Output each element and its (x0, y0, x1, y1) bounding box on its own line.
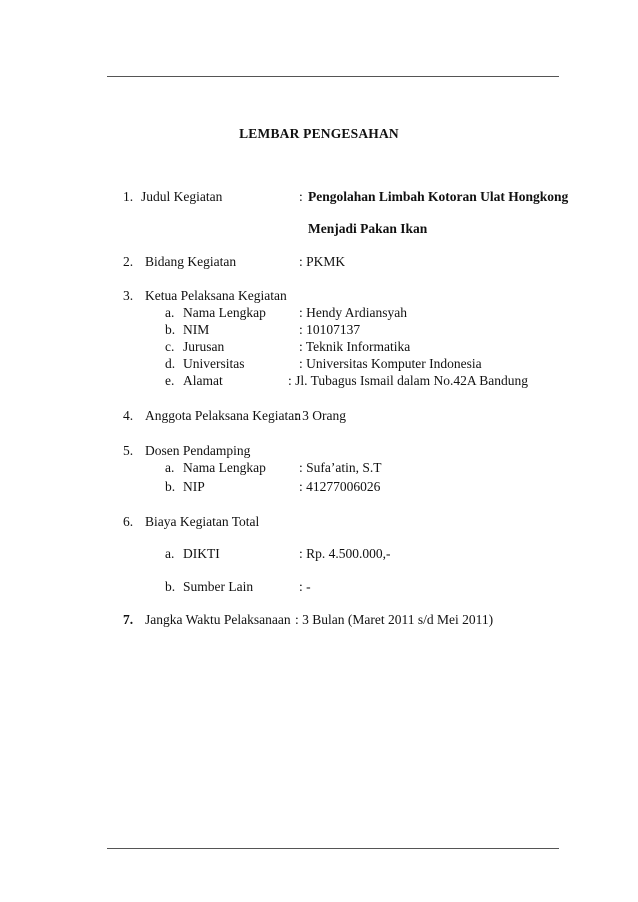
sub-value-nip: : 41277006026 (299, 479, 381, 494)
sub-label-dikti: DIKTI (183, 546, 220, 561)
item-label-judul: Judul Kegiatan (141, 189, 223, 204)
item-value-bidang: : PKMK (299, 254, 346, 269)
sub-label-jurusan: Jurusan (183, 339, 225, 354)
item-label-bidang: Bidang Kegiatan (145, 254, 237, 269)
sub-label-nama: Nama Lengkap (183, 460, 266, 475)
sub-label-nip: NIP (183, 479, 205, 494)
item-number: 2. (123, 254, 134, 269)
sub-label-universitas: Universitas (183, 356, 245, 371)
footer-rule (107, 848, 559, 849)
item-number: 6. (123, 514, 134, 529)
item-value-anggota: : 3 Orang (295, 408, 346, 423)
item-label-jangka: Jangka Waktu Pelaksanaan (145, 612, 291, 627)
sub-letter: e. (165, 373, 175, 388)
sub-letter: b. (165, 579, 176, 594)
sub-value-universitas: : Universitas Komputer Indonesia (299, 356, 482, 371)
colon: : (299, 189, 303, 204)
sub-value-sumber-lain: : - (299, 579, 311, 594)
sub-letter: d. (165, 356, 176, 371)
sub-label-alamat: Alamat (183, 373, 223, 388)
item-number: 1. (123, 189, 134, 204)
sub-letter: a. (165, 546, 175, 561)
sub-label-nim: NIM (183, 322, 210, 337)
sub-label-sumber-lain: Sumber Lain (183, 579, 254, 594)
item-value-jangka: : 3 Bulan (Maret 2011 s/d Mei 2011) (295, 612, 494, 627)
sub-value-nim: : 10107137 (299, 322, 361, 337)
item-label-dosen: Dosen Pendamping (145, 443, 251, 458)
item-label-biaya: Biaya Kegiatan Total (145, 514, 260, 529)
sub-letter: b. (165, 479, 176, 494)
item-number: 4. (123, 408, 134, 423)
sub-value-jurusan: : Teknik Informatika (299, 339, 411, 354)
item-number: 5. (123, 443, 134, 458)
sub-value-nama: : Hendy Ardiansyah (299, 305, 407, 320)
item-number: 7. (123, 612, 134, 627)
sub-value-dikti: : Rp. 4.500.000,- (299, 546, 391, 561)
sub-letter: c. (165, 339, 175, 354)
judul-value-line2: Menjadi Pakan Ikan (308, 221, 428, 236)
item-label-ketua: Ketua Pelaksana Kegiatan (145, 288, 287, 303)
sub-value-alamat: : Jl. Tubagus Ismail dalam No.42A Bandung (288, 373, 529, 388)
item-number: 3. (123, 288, 134, 303)
page-title: LEMBAR PENGESAHAN (239, 126, 399, 141)
sub-label-nama: Nama Lengkap (183, 305, 266, 320)
header-rule (107, 76, 559, 77)
item-label-anggota: Anggota Pelaksana Kegiatan (145, 408, 301, 423)
judul-value-line1: Pengolahan Limbah Kotoran Ulat Hongkong (308, 189, 569, 204)
sub-letter: b. (165, 322, 176, 337)
sub-letter: a. (165, 305, 175, 320)
sub-letter: a. (165, 460, 175, 475)
sub-value-nama: : Sufa’atin, S.T (299, 460, 382, 475)
